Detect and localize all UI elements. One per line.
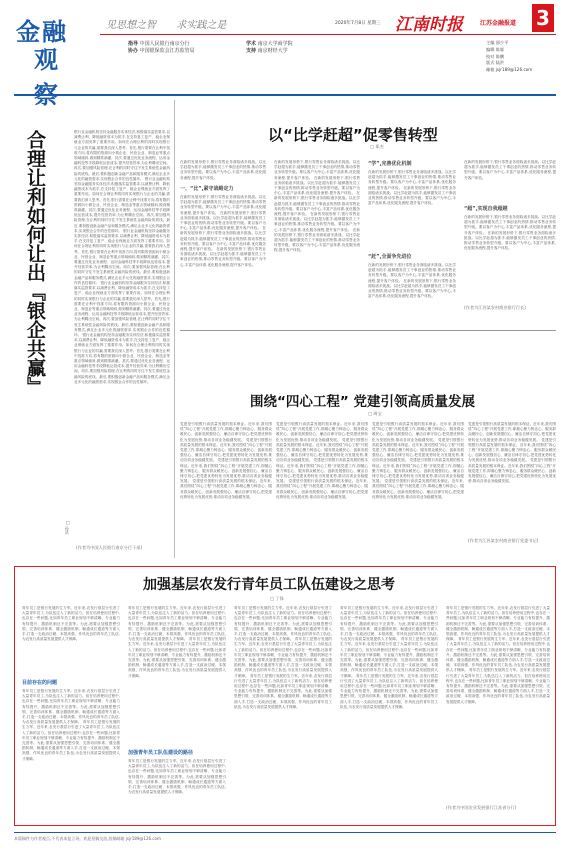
edition-name: 江苏金融报道	[480, 20, 517, 27]
featured-section-1: 目前存在的问题	[22, 680, 58, 686]
staff-editor: 主编 邵少平	[486, 40, 509, 45]
party-article-title: 围绕“四心工程” 党建引领高质量发展	[250, 394, 475, 410]
slogan-part-1: 见思想之智	[106, 20, 156, 31]
featured-col-3: 青年员工是银行发展的生力军。近年来,农发行基层行引进了大量青年员工,为队伍注入了新的活力。但在培养使用过程中,也存在一些问题,比如青年员工职业规划不够清晰、专业能力有待提升、激励机制还不完善等。为此,需要从加强思想引领、完善培训体系、健全激励机制、畅通成长通道等方面入手,打造一支政治过硬、本领高强、作风优良的青年员工队伍,为农发行高质量发展提供人才保障。 青年员工是银行发展的生力军。近年来,农发行基层行引进了大量青年员工,为队伍注入了新的活力。但在培养使用过程中,也存在一些问题,比如青年员工职业规划不够清晰、专业能力有待提升、激励机制还不完善等。为此,需要从加强思想引领、完善培训体系、健全激励机制、畅通成长通道等方面入手,打造一支政治过硬、本领高强、作风优良的青年员工队伍,为农发行高质量发展提供人才保障。 青年员工是银行发展的生力军。近年来,农发行基层行引进了大量青年员工,为队伍注入了新的活力。但在培养使用过程中,也存在一些问题,比如青年员工职业规划不够清晰、专业能力有待提升、激励机制还不完善等。为此,需要从加强思想引领、完善培训体系、健全激励机制、畅通成长通道等方面入手,打造一支政治过硬、本领高强、作风优良的青年员工队伍,为农发行高质量发展提供人才保障。	[234, 606, 332, 709]
party-col-3: 党建是引领银行高质量发展的根本保证。近年来,我们围绕“四心工程”开展党建工作,即凝心聚力铸忠心、服务群众暖民心、创新发展强信心、廉洁自律守初心,把党建优势转化为发展优势,推动各项业务稳健发展。 党建是引领银行高质量发展的根本保证。近年来,我们围绕“四心工程”开展党建工作,即凝心聚力铸忠心、服务群众暖民心、创新发展强信心、廉洁自律守初心,把党建优势转化为发展优势,推动各项业务稳健发展。 党建是引领银行高质量发展的根本保证。近年来,我们围绕“四心工程”开展党建工作,即凝心聚力铸忠心、服务群众暖民心、创新发展强信心、廉洁自律守初心,把党建优势转化为发展优势,推动各项业务稳健发展。 党建是引领银行高质量发展的根本保证。近年来,我们围绕“四心工程”开展党建工作,即凝心聚力铸忠心、服务群众暖民心、创新发展强信心、廉洁自律守初心,把党建优势转化为发展优势,推动各项业务稳健发展。	[372, 422, 464, 499]
column-title-line-2: 观察	[34, 46, 60, 109]
staff-design: 版式 陆洪	[486, 60, 505, 66]
middle-bottom-rule	[180, 330, 556, 331]
featured-article-body	[22, 606, 550, 821]
academic-value: 南京大学商学院	[257, 41, 293, 47]
middle-col-1: 在新的发展形势下,银行零售业务面临诸多挑战。以比学赶超为抓手,能够激发员工干事创业的热情,推动零售业务转型升级。要以客户为中心,丰富产品体系,优化服务流程,提升客户体验。 一、“比”,紧守战略定力 在新的发展形势下,银行零售业务面临诸多挑战。以比学赶超为抓手,能够激发员工干事创业的热情,推动零售业务转型升级。要以客户为中心,丰富产品体系,优化服务流程,提升客户体验。 在新的发展形势下,银行零售业务面临诸多挑战。以比学赶超为抓手,能够激发员工干事创业的热情,推动零售业务转型升级。要以客户为中心,丰富产品体系,优化服务流程,提升客户体验。 在新的发展形势下,银行零售业务面临诸多挑战。以比学赶超为抓手,能够激发员工干事创业的热情,推动零售业务转型升级。要以客户为中心,丰富产品体系,优化服务流程,提升客户体验。 在新的发展形势下,银行零售业务面临诸多挑战。以比学赶超为抓手,能够激发员工干事创业的热情,推动零售业务转型升级。要以客户为中心,丰富产品体系,优化服务流程,提升客户体验。	[180, 160, 266, 267]
support-label: 支持	[246, 47, 257, 54]
party-article-note: (作者为江苏某农村商业银行党委书记)	[468, 538, 539, 543]
column-title-line-1: 金融	[16, 18, 68, 46]
featured-col-5: 青年员工是银行发展的生力军。近年来,农发行基层行引进了大量青年员工,为队伍注入了新的活力。但在培养使用过程中,也存在一些问题,比如青年员工职业规划不够清晰、专业能力有待提升、激励机制还不完善等。为此,需要从加强思想引领、完善培训体系、健全激励机制、畅通成长通道等方面入手,打造一支政治过硬、本领高强、作风优良的青年员工队伍,为农发行高质量发展提供人才保障。 青年员工是银行发展的生力军。近年来,农发行基层行引进了大量青年员工,为队伍注入了新的活力。但在培养使用过程中,也存在一些问题,比如青年员工职业规划不够清晰、专业能力有待提升、激励机制还不完善等。为此,需要从加强思想引领、完善培训体系、健全激励机制、畅通成长通道等方面入手,打造一支政治过硬、本领高强、作风优良的青年员工队伍,为农发行高质量发展提供人才保障。 青年员工是银行发展的生力军。近年来,农发行基层行引进了大量青年员工,为队伍注入了新的活力。但在培养使用过程中,也存在一些问题,比如青年员工职业规划不够清晰、专业能力有待提升、激励机制还不完善等。为此,需要从加强思想引领、完善培训体系、健全激励机制、畅通成长通道等方面入手,打造一支政治过硬、本领高强、作风优良的青年员工队伍,为农发行高质量发展提供人才保障。 (作者为中国农业发展银行江苏省分行)	[446, 606, 550, 810]
middle-article-title: 以“比学赶超”促零售转型	[268, 126, 438, 144]
support-value: 南京财经大学	[257, 47, 288, 54]
left-column-divider	[174, 100, 175, 558]
slogan	[106, 16, 226, 31]
featured-article-note: (作者为中国农业发展银行江苏省分行)	[446, 805, 517, 810]
featured-col-4: 青年员工是银行发展的生力军。近年来,农发行基层行引进了大量青年员工,为队伍注入了新的活力。但在培养使用过程中,也存在一些问题,比如青年员工职业规划不够清晰、专业能力有待提升、激励机制还不完善等。为此,需要从加强思想引领、完善培训体系、健全激励机制、畅通成长通道等方面入手,打造一支政治过硬、本领高强、作风优良的青年员工队伍,为农发行高质量发展提供人才保障。 青年员工是银行发展的生力军。近年来,农发行基层行引进了大量青年员工,为队伍注入了新的活力。但在培养使用过程中,也存在一些问题,比如青年员工职业规划不够清晰、专业能力有待提升、激励机制还不完善等。为此,需要从加强思想引领、完善培训体系、健全激励机制、畅通成长通道等方面入手,打造一支政治过硬、本领高强、作风优良的青年员工队伍,为农发行高质量发展提供人才保障。 青年员工是银行发展的生力军。近年来,农发行基层行引进了大量青年员工,为队伍注入了新的活力。但在培养使用过程中,也存在一些问题,比如青年员工职业规划不够清晰、专业能力有待提升、激励机制还不完善等。为此,需要从加强思想引领、完善培训体系、健全激励机制、畅通成长通道等方面入手,打造一支政治过硬、本领高强、作风优良的青年员工队伍,为农发行高质量发展提供人才保障。	[340, 606, 438, 709]
staff-layout: 编辑 陈霖	[486, 46, 505, 52]
party-col-1: 党建是引领银行高质量发展的根本保证。近年来,我们围绕“四心工程”开展党建工作,即凝心聚力铸忠心、服务群众暖民心、创新发展强信心、廉洁自律守初心,把党建优势转化为发展优势,推动各项业务稳健发展。 党建是引领银行高质量发展的根本保证。近年来,我们围绕“四心工程”开展党建工作,即凝心聚力铸忠心、服务群众暖民心、创新发展强信心、廉洁自律守初心,把党建优势转化为发展优势,推动各项业务稳健发展。 党建是引领银行高质量发展的根本保证。近年来,我们围绕“四心工程”开展党建工作,即凝心聚力铸忠心、服务群众暖民心、创新发展强信心、廉洁自律守初心,把党建优势转化为发展优势,推动各项业务稳健发展。 党建是引领银行高质量发展的根本保证。近年来,我们围绕“四心工程”开展党建工作,即凝心聚力铸忠心、服务群众暖民心、创新发展强信心、廉洁自律守初心,把党建优势转化为发展优势,推动各项业务稳健发展。	[180, 422, 272, 499]
middle-sub-3: “赶”,全面争先进位	[368, 254, 412, 260]
issue-date: 2020年7月8日 星期三	[335, 21, 381, 26]
featured-article-author: □ 丁锋	[270, 596, 284, 601]
middle-sub-2: “学”,完善优化机制	[368, 161, 412, 167]
party-col-4: 党建是引领银行高质量发展的根本保证。近年来,我们围绕“四心工程”开展党建工作,即凝心聚力铸忠心、服务群众暖民心、创新发展强信心、廉洁自律守初心,把党建优势转化为发展优势,推动各项业务稳健发展。 党建是引领银行高质量发展的根本保证。近年来,我们围绕“四心工程”开展党建工作,即凝心聚力铸忠心、服务群众暖民心、创新发展强信心、廉洁自律守初心,把党建优势转化为发展优势,推动各项业务稳健发展。 党建是引领银行高质量发展的根本保证。近年来,我们围绕“四心工程”开展党建工作,即凝心聚力铸忠心、服务群众暖民心、创新发展强信心、廉洁自律守初心,把党建优势转化为发展优势,推动各项业务稳健发展。 (作者为江苏某农村商业银行党委书记)	[468, 422, 556, 543]
page-number: 3	[532, 4, 554, 32]
middle-article-author: □ 郑杰	[370, 144, 384, 149]
featured-section-2: 加强青年员工队伍建设的路径	[128, 750, 194, 756]
left-article-title: 合理让利如何让出『银企共赢』	[24, 130, 46, 396]
middle-col-3: “学”,完善优化机制 在新的发展形势下,银行零售业务面临诸多挑战。以比学赶超为抓手,能够激发员工干事创业的热情,推动零售业务转型升级。要以客户为中心,丰富产品体系,优化服务流程,提升客户体验。 在新的发展形势下,银行零售业务面临诸多挑战。以比学赶超为抓手,能够激发员工干事创业的热情,推动零售业务转型升级。要以客户为中心,丰富产品体系,优化服务流程,提升客户体验。 “赶”,全面争先进位 在新的发展形势下,银行零售业务面临诸多挑战。以比学赶超为抓手,能够激发员工干事创业的热情,推动零售业务转型升级。要以客户为中心,丰富产品体系,优化服务流程,提升客户体验。 在新的发展形势下,银行零售业务面临诸多挑战。以比学赶超为抓手,能够激发员工干事创业的热情,推动零售业务转型升级。要以客户为中心,丰富产品体系,优化服务流程,提升客户体验。	[368, 161, 456, 299]
featured-col-2: 青年员工是银行发展的生力军。近年来,农发行基层行引进了大量青年员工,为队伍注入了新的活力。但在培养使用过程中,也存在一些问题,比如青年员工职业规划不够清晰、专业能力有待提升、激励机制还不完善等。为此,需要从加强思想引领、完善培训体系、健全激励机制、畅通成长通道等方面入手,打造一支政治过硬、本领高强、作风优良的青年员工队伍,为农发行高质量发展提供人才保障。 青年员工是银行发展的生力军。近年来,农发行基层行引进了大量青年员工,为队伍注入了新的活力。但在培养使用过程中,也存在一些问题,比如青年员工职业规划不够清晰、专业能力有待提升、激励机制还不完善等。为此,需要从加强思想引领、完善培训体系、健全激励机制、畅通成长通道等方面入手,打造一支政治过硬、本领高强、作风优良的青年员工队伍,为农发行高质量发展提供人才保障。 加强青年员工队伍建设的路径 青年员工是银行发展的生力军。近年来,农发行基层行引进了大量青年员工,为队伍注入了新的活力。但在培养使用过程中,也存在一些问题,比如青年员工职业规划不够清晰、专业能力有待提升、激励机制还不完善等。为此,需要从加强思想引领、完善培训体系、健全激励机制、畅通成长通道等方面入手,打造一支政治过硬、本领高强、作风优良的青年员工队伍,为农发行高质量发展提供人才保障。	[128, 606, 226, 795]
slogan-part-2: 求实践之是	[176, 20, 227, 31]
academic-label: 学术	[246, 41, 257, 47]
middle-sub-4: “超”,实现自我超越	[464, 206, 508, 212]
header-rule	[100, 34, 556, 35]
featured-col-1: 青年员工是银行发展的生力军。近年来,农发行基层行引进了大量青年员工,为队伍注入了新的活力。但在培养使用过程中,也存在一些问题,比如青年员工职业规划不够清晰、专业能力有待提升、激励机制还不完善等。为此,需要从加强思想引领、完善培训体系、健全激励机制、畅通成长通道等方面入手,打造一支政治过硬、本领高强、作风优良的青年员工队伍,为农发行高质量发展提供人才保障。 目前存在的问题 青年员工是银行发展的生力军。近年来,农发行基层行引进了大量青年员工,为队伍注入了新的活力。但在培养使用过程中,也存在一些问题,比如青年员工职业规划不够清晰、专业能力有待提升、激励机制还不完善等。为此,需要从加强思想引领、完善培训体系、健全激励机制、畅通成长通道等方面入手,打造一支政治过硬、本领高强、作风优良的青年员工队伍,为农发行高质量发展提供人才保障。 青年员工是银行发展的生力军。近年来,农发行基层行引进了大量青年员工,为队伍注入了新的活力。但在培养使用过程中,也存在一些问题,比如青年员工职业规划不够清晰、专业能力有待提升、激励机制还不完善等。为此,需要从加强思想引领、完善培训体系、健全激励机制、畅通成长通道等方面入手,打造一支政治过硬、本领高强、作风优良的青年员工队伍,为农发行高质量发展提供人才保障。	[22, 606, 120, 761]
footer-rule	[14, 832, 556, 833]
left-article-note: (作者为中国人民银行南京分行干部)	[76, 545, 143, 550]
brand-logo: 江南时报	[395, 15, 463, 35]
academic-block	[246, 41, 293, 54]
middle-article-note: (作者为江苏某农村商业银行行长)	[464, 305, 526, 310]
guide-2-value: 中国银保监会江苏监管局	[139, 47, 195, 54]
column-title	[14, 10, 74, 109]
middle-col-4: 在新的发展形势下,银行零售业务面临诸多挑战。以比学赶超为抓手,能够激发员工干事创业的热情,推动零售业务转型升级。要以客户为中心,丰富产品体系,优化服务流程,提升客户体验。 “超”,实现自我超越 在新的发展形势下,银行零售业务面临诸多挑战。以比学赶超为抓手,能够激发员工干事创业的热情,推动零售业务转型升级。要以客户为中心,丰富产品体系,优化服务流程,提升客户体验。 在新的发展形势下,银行零售业务面临诸多挑战。以比学赶超为抓手,能够激发员工干事创业的热情,推动零售业务转型升级。要以客户为中心,丰富产品体系,优化服务流程,提升客户体验。 (作者为江苏某农村商业银行行长)	[464, 160, 556, 310]
featured-article-title: 加强基层农发行青年员工队伍建设之思考	[143, 577, 395, 593]
middle-article-body	[180, 160, 556, 322]
left-article	[14, 100, 172, 560]
party-article-author: □ 周宝	[368, 411, 382, 416]
left-article-body: 银行业金融机构坚持金融服务实体经济,积极落实监管要求,以减费让利、降低融资成本为抓手,在支持复工复产、稳企业保就业方面发挥了重要作用。如何在合理让利的同时实现银行与企业的共赢,需要我们深入思考。首先,银行需要在让利中找准方向,将有限的资源向小微企业、民营企业、制造业等重点领域倾斜,做到精准滴灌。其次,要通过优化业务流程、运用金融科技等手段降低运营成本,提升经营效率,为让利腾出空间。再次,要加强风险管理,在让利的同时守住不发生系统性金融风险的底线。最后,要积极创新金融产品和服务模式,满足企业多元化的融资需求,实现银企合作的良性循环。 银行业金融机构坚持金融服务实体经济,积极落实监管要求,以减费让利、降低融资成本为抓手,在支持复工复产、稳企业保就业方面发挥了重要作用。如何在合理让利的同时实现银行与企业的共赢,需要我们深入思考。首先,银行需要在让利中找准方向,将有限的资源向小微企业、民营企业、制造业等重点领域倾斜,做到精准滴灌。其次,要通过优化业务流程、运用金融科技等手段降低运营成本,提升经营效率,为让利腾出空间。再次,要加强风险管理,在让利的同时守住不发生系统性金融风险的底线。最后,要积极创新金融产品和服务模式,满足企业多元化的融资需求,实现银企合作的良性循环。 银行业金融机构坚持金融服务实体经济,积极落实监管要求,以减费让利、降低融资成本为抓手,在支持复工复产、稳企业保就业方面发挥了重要作用。如何在合理让利的同时实现银行与企业的共赢,需要我们深入思考。首先,银行需要在让利中找准方向,将有限的资源向小微企业、民营企业、制造业等重点领域倾斜,做到精准滴灌。其次,要通过优化业务流程、运用金融科技等手段降低运营成本,提升经营效率,为让利腾出空间。再次,要加强风险管理,在让利的同时守住不发生系统性金融风险的底线。最后,要积极创新金融产品和服务模式,满足企业多元化的融资需求,实现银企合作的良性循环。 银行业金融机构坚持金融服务实体经济,积极落实监管要求,以减费让利、降低融资成本为抓手,在支持复工复产、稳企业保就业方面发挥了重要作用。如何在合理让利的同时实现银行与企业的共赢,需要我们深入思考。首先,银行需要在让利中找准方向,将有限的资源向小微企业、民营企业、制造业等重点领域倾斜,做到精准滴灌。其次,要通过优化业务流程、运用金融科技等手段降低运营成本,提升经营效率,为让利腾出空间。再次,要加强风险管理,在让利的同时守住不发生系统性金融风险的底线。最后,要积极创新金融产品和服务模式,满足企业多元化的融资需求,实现银企合作的良性循环。 银行业金融机构坚持金融服务实体经济,积极落实监管要求,以减费让利、降低融资成本为抓手,在支持复工复产、稳企业保就业方面发挥了重要作用。如何在合理让利的同时实现银行与企业的共赢,需要我们深入思考。首先,银行需要在让利中找准方向,将有限的资源向小微企业、民营企业、制造业等重点领域倾斜,做到精准滴灌。其次,要通过优化业务流程、运用金融科技等手段降低运营成本,提升经营效率,为让利腾出空间。再次,要加强风险管理,在让利的同时守住不发生系统性金融风险的底线。最后,要积极创新金融产品和服务模式,满足企业多元化的融资需求,实现银企合作的良性循环。	[74, 130, 170, 384]
staff-block	[486, 40, 532, 74]
party-article-body	[180, 422, 556, 554]
guide-2-label: 协办	[128, 47, 139, 54]
party-col-2: 党建是引领银行高质量发展的根本保证。近年来,我们围绕“四心工程”开展党建工作,即凝心聚力铸忠心、服务群众暖民心、创新发展强信心、廉洁自律守初心,把党建优势转化为发展优势,推动各项业务稳健发展。 党建是引领银行高质量发展的根本保证。近年来,我们围绕“四心工程”开展党建工作,即凝心聚力铸忠心、服务群众暖民心、创新发展强信心、廉洁自律守初心,把党建优势转化为发展优势,推动各项业务稳健发展。 党建是引领银行高质量发展的根本保证。近年来,我们围绕“四心工程”开展党建工作,即凝心聚力铸忠心、服务群众暖民心、创新发展强信心、廉洁自律守初心,把党建优势转化为发展优势,推动各项业务稳健发展。 党建是引领银行高质量发展的根本保证。近年来,我们围绕“四心工程”开展党建工作,即凝心聚力铸忠心、服务群众暖民心、创新发展强信心、廉洁自律守初心,把党建优势转化为发展优势,推动各项业务稳健发展。	[276, 422, 368, 499]
guide-1-label: 指导	[128, 41, 139, 47]
guide-1-value: 中国人民银行南京分行	[139, 41, 190, 47]
header-bottom-rule	[14, 94, 556, 96]
guide-block	[128, 41, 195, 54]
footer-text: 本版稿件为作者观点,不代表本报立场。欢迎投稿交流,投稿邮箱 jsjr189@126.com	[14, 836, 161, 841]
middle-col-2: 在新的发展形势下,银行零售业务面临诸多挑战。以比学赶超为抓手,能够激发员工干事创业的热情,推动零售业务转型升级。要以客户为中心,丰富产品体系,优化服务流程,提升客户体验。 在新的发展形势下,银行零售业务面临诸多挑战。以比学赶超为抓手,能够激发员工干事创业的热情,推动零售业务转型升级。要以客户为中心,丰富产品体系,优化服务流程,提升客户体验。 在新的发展形势下,银行零售业务面临诸多挑战。以比学赶超为抓手,能够激发员工干事创业的热情,推动零售业务转型升级。要以客户为中心,丰富产品体系,优化服务流程,提升客户体验。 在新的发展形势下,银行零售业务面临诸多挑战。以比学赶超为抓手,能够激发员工干事创业的热情,推动零售业务转型升级。要以客户为中心,丰富产品体系,优化服务流程,提升客户体验。 在新的发展形势下,银行零售业务面临诸多挑战。以比学赶超为抓手,能够激发员工干事创业的热情,推动零售业务转型升级。要以客户为中心,丰富产品体系,优化服务流程,提升客户体验。	[274, 160, 360, 253]
staff-proof: 校对 陈鹏	[486, 53, 505, 59]
left-article-author: □ 孙武	[65, 520, 70, 535]
middle-sub-1: 一、“比”,紧守战略定力	[180, 186, 234, 192]
staff-email: 邮箱 jsjr189@126.com	[486, 67, 533, 73]
